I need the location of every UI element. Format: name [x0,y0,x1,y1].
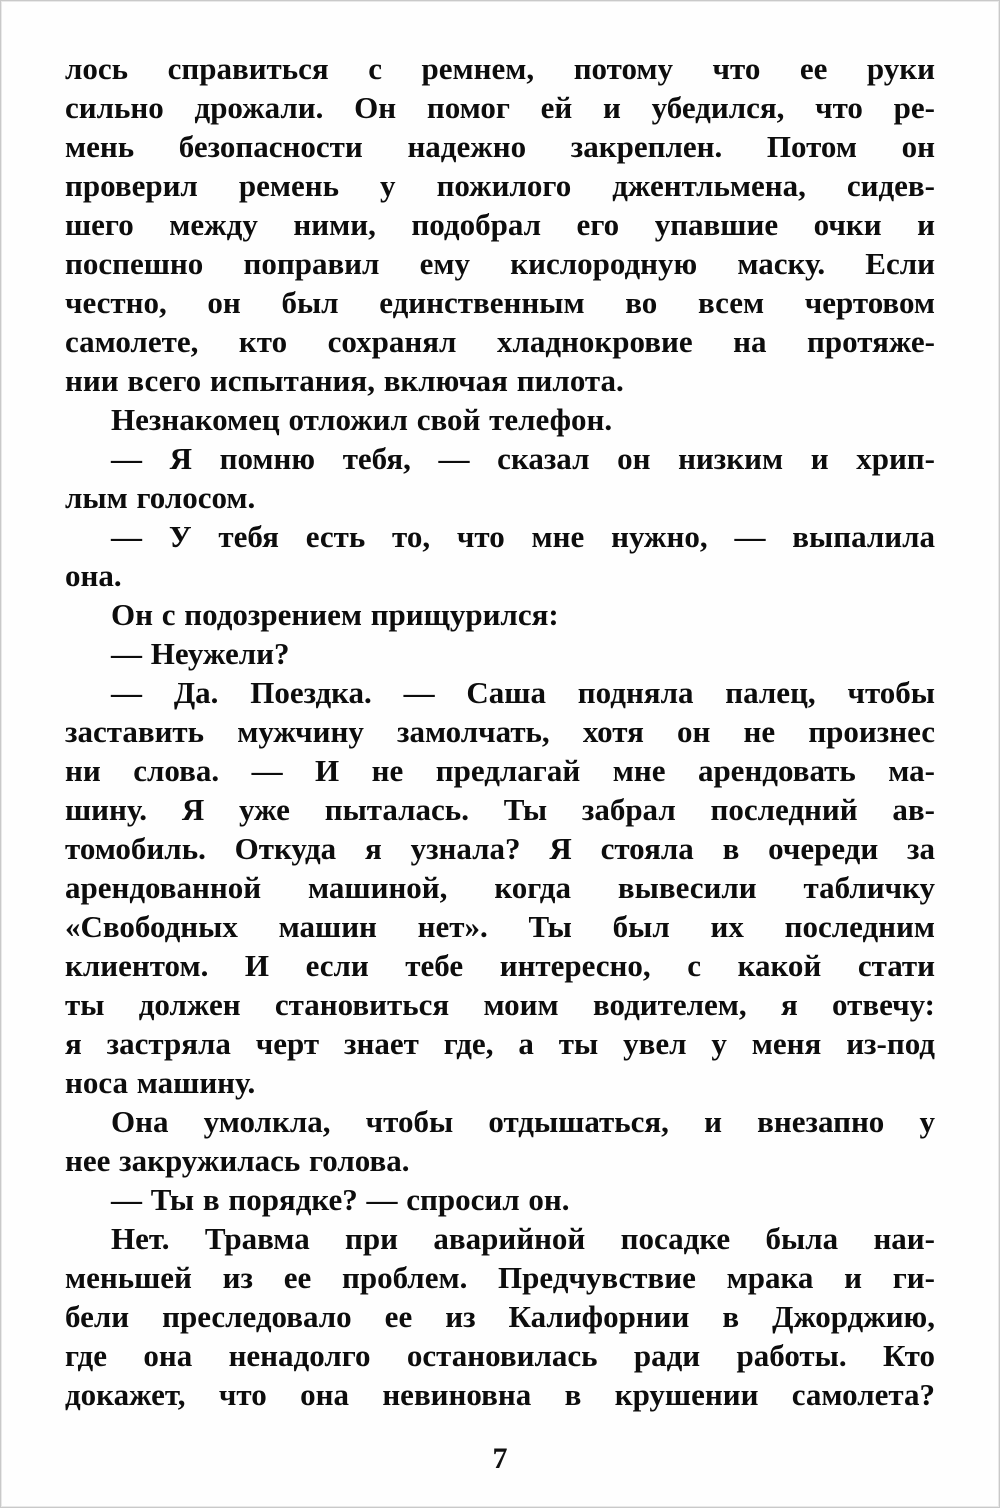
text-line: лось справиться с ремнем, потому что ее руки [65,51,935,86]
text-line: — Ты в порядке? — спросил он. [111,1182,570,1217]
text-line: ни слова. — И не предлагай мне арендовать ма- [65,753,935,788]
text-line: самолете, кто сохранял хладнокровие на протяже- [65,324,935,359]
text-line: я застряла черт знает где, а ты увел у меня из-под [65,1026,935,1061]
text-line: Незнакомец отложил свой телефон. [111,402,613,437]
text-line: Нет. Травма при аварийной посадке была наи- [111,1221,935,1256]
text-line: шего между ними, подобрал его упавшие очки и [65,207,935,242]
text-line: носа машину. [65,1065,256,1100]
text-line: где она ненадолго остановилась ради работы. Кто [65,1338,935,1373]
text-line: арендованной машиной, когда вывесили табличку [65,870,935,905]
page-number: 7 [492,1442,508,1475]
page-text [65,49,935,1414]
text-line: она. [65,558,122,593]
paragraph [65,634,935,673]
paragraph [65,49,935,400]
text-line: — Да. Поездка. — Саша подняла палец, чтобы [111,675,935,710]
text-line: — Неужели? [111,636,290,671]
text-line: сильно дрожали. Он помог ей и убедился, что ре- [65,90,935,125]
text-line: «Свободных машин нет». Ты был их последним [65,909,935,944]
text-line: шину. Я уже пыталась. Ты забрал последний ав- [65,792,935,827]
paragraph [65,400,935,439]
text-line: заставить мужчину замолчать, хотя он не произнес [65,714,935,749]
text-line: ты должен становиться моим водителем, я отвечу: [65,987,935,1022]
text-line: бели преследовало ее из Калифорнии в Джорджию, [65,1299,935,1334]
text-line: клиентом. И если тебе интересно, с какой стати [65,948,935,983]
text-line: томобиль. Откуда я узнала? Я стояла в очереди за [65,831,935,866]
paragraph [65,1102,935,1180]
text-line: нии всего испытания, включая пилота. [65,363,624,398]
paragraph [65,517,935,595]
text-line: Он с подозрением прищурился: [111,597,559,632]
text-line: лым голосом. [65,480,256,515]
text-line: честно, он был единственным во всем чертовом [65,285,935,320]
text-line: мень безопасности надежно закреплен. Потом он [65,129,935,164]
text-line: — Я помню тебя, — сказал он низким и хрип- [111,441,935,476]
paragraph [65,1219,935,1414]
text-line: Она умолкла, чтобы отдышаться, и внезапно у [111,1104,935,1139]
paragraph [65,439,935,517]
text-line: поспешно поправил ему кислородную маску. Если [65,246,935,281]
text-line: докажет, что она невиновна в крушении самолета? [65,1377,935,1412]
paragraph [65,595,935,634]
text-line: нее закружилась голова. [65,1143,410,1178]
text-line: меньшей из ее проблем. Предчувствие мрака и ги- [65,1260,935,1295]
text-line: проверил ремень у пожилого джентльмена, сидев- [65,168,935,203]
paragraph [65,673,935,1102]
text-line: — У тебя есть то, что мне нужно, — выпалила [111,519,935,554]
paragraph [65,1180,935,1219]
